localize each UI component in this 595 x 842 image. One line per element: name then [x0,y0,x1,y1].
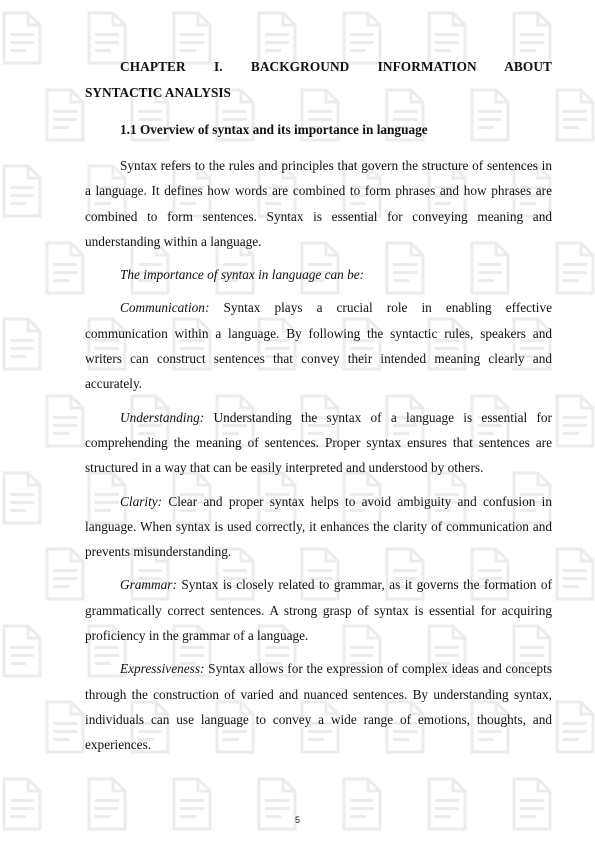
point-text: Syntax plays a crucial role in enabling effective communication within a language. By following the syntactic rules, speakers and writers can construct sentences that convey their intended meaning clearly and accurately. [85,300,552,392]
document-icon [0,773,52,835]
section-title: 1.1 Overview of syntax and its importance in language [120,122,428,137]
chapter-title: CHAPTER I. BACKGROUND INFORMATION ABOUT [120,59,552,74]
document-page [85,54,552,766]
intro-paragraph: Syntax refers to the rules and principles that govern the structure of sentences in a language. It defines how words are combined to form phrases and how phrases are combined to form sentences. Syntax is essential for conveying meaning and understanding within a language. [85,158,552,249]
point-term: Grammar: [120,577,177,593]
document-icon [415,773,477,835]
document-icon [0,313,52,375]
point-text: Understanding the syntax of a language is essential for comprehending the meaning of sentences. Proper syntax ensures that sentences are structured in a way that can be easily interpreted and understood by others. [85,409,552,476]
document-icon [160,773,222,835]
document-icon [0,467,52,529]
point-term: Clarity: [120,493,163,509]
point-text: Clear and proper syntax helps to avoid ambiguity and confusion in language. When syntax is used correctly, it enhances the clarity of communication and prevents misunderstanding. [85,493,552,560]
document-icon [0,7,52,69]
document-icon [0,620,52,682]
point-text: Syntax allows for the expression of complex ideas and concepts through the construction of varied and nuanced sentences. By understanding syntax, individuals can use language to convey a wide range of emotions, thoughts, and experiences. [85,661,552,753]
page-number: 5 [294,815,300,825]
point-paragraph [85,295,552,396]
chapter-title-continued: SYNTACTIC ANALYSIS [85,85,231,100]
point-paragraph [85,656,552,757]
importance-lead: The importance of syntax in language can be: [120,267,365,283]
document-icon [0,160,52,222]
point-text: Syntax is closely related to grammar, as it governs the formation of grammatically correct sentences. A strong grasp of syntax is essential for acquiring proficiency in the grammar of a language. [85,577,552,644]
point-term: Communication: [120,300,210,316]
point-term: Expressiveness: [120,661,205,677]
document-icon [245,773,307,835]
document-icon [75,773,137,835]
point-term: Understanding: [120,409,205,425]
document-icon [500,773,562,835]
document-icon [330,773,392,835]
point-paragraph [85,489,552,565]
point-paragraph [85,572,552,648]
point-paragraph [85,405,552,481]
